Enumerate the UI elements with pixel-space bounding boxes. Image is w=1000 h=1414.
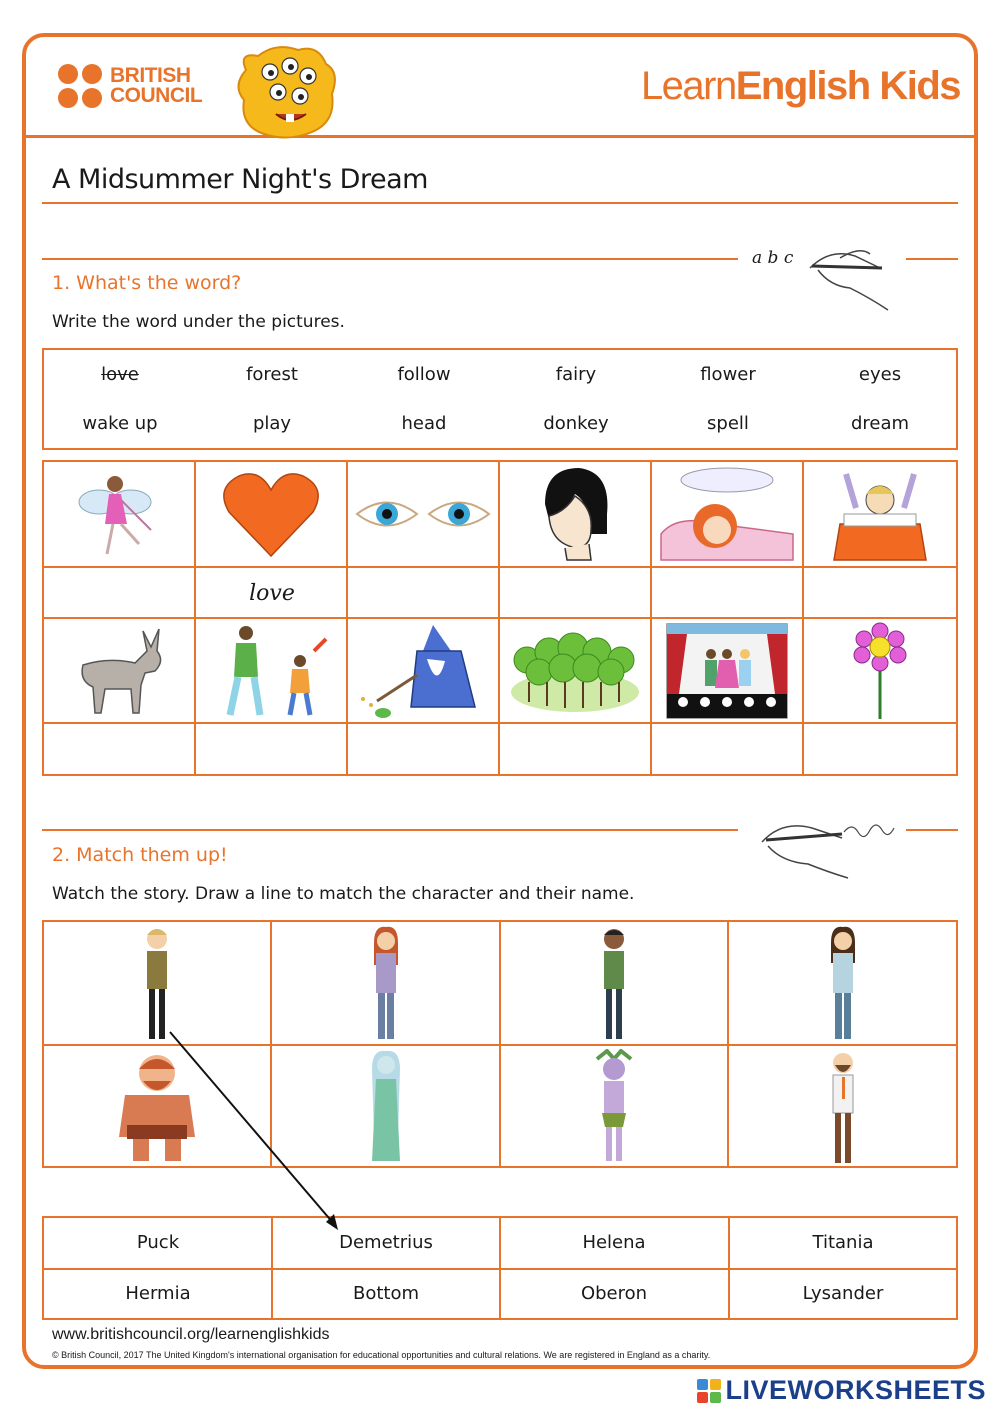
character-bottom-figure	[44, 1046, 270, 1168]
picture-play	[652, 619, 802, 722]
character-icon	[823, 1049, 863, 1165]
word-bank-item: eyes	[858, 364, 902, 385]
footer-url[interactable]: www.britishcouncil.org/learnenglishkids	[52, 1326, 330, 1343]
section2-heading: 2. Match them up!	[52, 844, 228, 866]
word-bank-item: flower	[700, 364, 756, 385]
name-cell: Puck	[136, 1232, 180, 1253]
word-bank-item: spell	[707, 413, 749, 434]
logo-learn: Learn	[640, 64, 736, 108]
name-cell: Helena	[582, 1232, 646, 1253]
liveworksheets-logo[interactable]	[697, 1375, 986, 1406]
writing-hand-icon	[800, 238, 900, 318]
flower-icon	[850, 621, 910, 721]
name-cell: Bottom	[352, 1283, 420, 1304]
character-hermia-figure	[729, 922, 956, 1044]
section1-heading: 1. What's the word?	[52, 272, 242, 294]
picture-donkey	[44, 619, 194, 722]
word-bank-item: donkey	[543, 413, 609, 434]
word-bank-item: forest	[246, 364, 298, 385]
word-bank-item: head	[401, 413, 447, 434]
character-icon	[137, 925, 177, 1041]
header-divider	[26, 135, 974, 138]
section1-instruction: Write the word under the pictures.	[52, 312, 345, 332]
picture-eyes	[348, 462, 498, 566]
word-bank-item: wake up	[82, 413, 158, 434]
abc-text: a b c	[752, 248, 794, 268]
monster-mascot-icon	[228, 42, 346, 142]
name-cell: Oberon	[580, 1283, 648, 1304]
picture-follow	[196, 619, 346, 722]
section1-divider-left	[42, 258, 738, 260]
picture-forest	[500, 619, 650, 722]
theatre-play-icon	[665, 622, 789, 720]
name-cell: Demetrius	[339, 1232, 433, 1253]
example-answer: love	[249, 580, 295, 606]
character-lysander-figure	[501, 922, 727, 1044]
british-council-logo	[58, 64, 202, 108]
heart-icon	[221, 468, 321, 560]
character-icon	[107, 1049, 207, 1165]
picture-fairy	[44, 462, 194, 566]
section1-divider-right	[906, 258, 958, 260]
word-bank-item: fairy	[555, 364, 597, 385]
name-cell: Hermia	[125, 1283, 191, 1304]
brand-line-2: COUNCIL	[110, 84, 203, 107]
character-puck-figure	[729, 1046, 956, 1168]
name-cell: Lysander	[802, 1283, 884, 1304]
character-icon	[594, 925, 634, 1041]
section2-divider-left	[42, 829, 738, 831]
eyes-icon	[353, 489, 493, 539]
character-titania-figure	[272, 1046, 499, 1168]
drawing-hand-icon	[752, 812, 902, 882]
picture-head	[500, 462, 650, 566]
title-underline	[42, 202, 958, 204]
waking-boy-icon	[830, 464, 930, 564]
following-people-icon	[206, 621, 336, 721]
footer-copyright: © British Council, 2017 The United Kingdom's international organisation for educational opportunities and cultural relations. We are registered in England as a charity.	[52, 1350, 711, 1360]
picture-heart	[196, 462, 346, 566]
names-table	[42, 1216, 958, 1320]
character-icon	[366, 1049, 406, 1165]
logo-english-kids: English Kids	[735, 64, 960, 108]
character-demetrius-figure	[44, 922, 270, 1044]
brand-line-1: BRITISH	[110, 64, 191, 87]
character-icon	[366, 925, 406, 1041]
page-title: A Midsummer Night's Dream	[52, 164, 428, 195]
character-helena-figure	[272, 922, 499, 1044]
word-bank-item: dream	[850, 413, 910, 434]
word-bank-item: play	[252, 413, 292, 434]
character-icon	[823, 925, 863, 1041]
name-cell: Titania	[812, 1232, 874, 1253]
learnenglish-kids-logo	[641, 64, 960, 109]
section2-divider-right	[906, 829, 958, 831]
word-bank	[42, 348, 958, 450]
section2-instruction: Watch the story. Draw a line to match the character and their name.	[52, 884, 635, 904]
picture-dream	[652, 462, 802, 566]
character-oberon-figure	[501, 1046, 727, 1168]
fairy-icon	[69, 464, 169, 564]
head-icon	[535, 464, 615, 564]
liveworksheets-icon	[697, 1379, 721, 1403]
liveworksheets-text: LIVEWORKSHEETS	[725, 1375, 986, 1405]
picture-wake-up	[804, 462, 956, 566]
wizard-spell-icon	[353, 621, 493, 721]
donkey-icon	[69, 621, 169, 721]
british-council-dots-icon	[58, 64, 102, 108]
word-bank-item: love	[101, 364, 139, 385]
picture-flower	[804, 619, 956, 722]
forest-icon	[507, 626, 643, 716]
character-icon	[589, 1049, 639, 1165]
word-bank-item: follow	[397, 364, 451, 385]
picture-spell	[348, 619, 498, 722]
dreaming-girl-icon	[657, 464, 797, 564]
